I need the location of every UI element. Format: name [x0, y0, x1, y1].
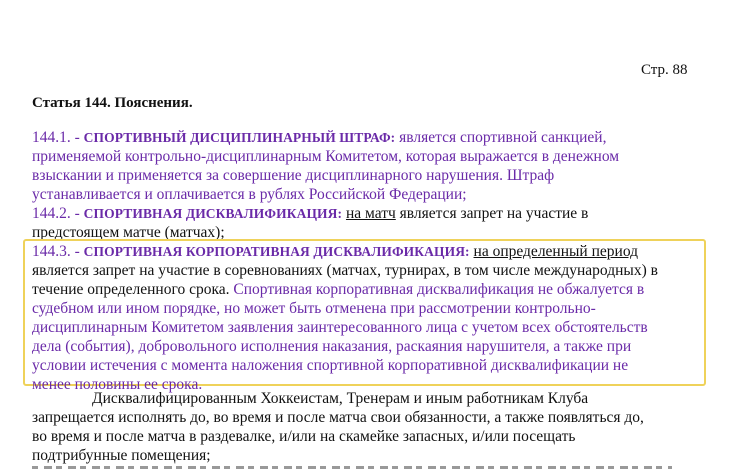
term-disqualification: СПОРТИВНАЯ ДИСКВАЛИФИКАЦИЯ:: [83, 206, 343, 221]
clause-text: запрещается исполнять до, во время и после матча свои обязанности, а также появляться до,: [32, 409, 644, 426]
clause-number: 144.3. -: [32, 243, 84, 260]
clause-text: дисциплинарным Комитетом заявления заинтересованного лица с учетом всех обстоятельств: [32, 319, 648, 336]
clause-text: подтрибунные помещения;: [32, 447, 211, 464]
term-sports-fine: СПОРТИВНЫЙ ДИСЦИПЛИНАРНЫЙ ШТРАФ:: [83, 130, 396, 145]
clause-text: является запрет на участие в: [395, 205, 589, 222]
cut-off-next-line: [32, 463, 672, 471]
paragraph-144-1: [32, 128, 692, 204]
clause-text: устанавливается и оплачивается в рублях Российской Федерации;: [32, 186, 467, 203]
paragraph-144-2: [32, 204, 692, 242]
clause-text: применяемой контрольно-дисциплинарным Комитетом, которая выражается в денежном: [32, 148, 620, 165]
term-corporate-disqualification: СПОРТИВНАЯ КОРПОРАТИВНАЯ ДИСКВАЛИФИКАЦИЯ:: [83, 244, 470, 259]
clause-text: Дисквалифицированным Хоккеистам, Тренерам и иным работникам Клуба: [92, 390, 589, 407]
clause-text: является запрет на участие в соревнованиях (матчах, турнирах, в том числе международных) в: [32, 262, 658, 279]
clause-text: условии истечения с момента наложения спортивной корпоративной дисквалификации не: [32, 357, 629, 374]
page-number: Стр. 88: [641, 62, 688, 78]
clause-number: 144.2. -: [32, 205, 84, 222]
clause-text: менее половины ее срока.: [32, 376, 203, 393]
clause-text: предстоящем матче (матчах);: [32, 224, 225, 241]
clause-text: во время и после матча в раздевалке, и/или на скамейке запасных, и/или посещать: [32, 428, 576, 445]
clause-number: 144.1. -: [32, 129, 84, 146]
article-heading: Статья 144. Пояснения.: [32, 95, 193, 111]
underlined-phrase: на определенный период: [473, 243, 639, 260]
clause-text: течение определенного срока.: [32, 281, 234, 298]
clause-text: судебном или ином порядке, но может быть отменена при рассмотрении контрольно-: [32, 300, 596, 317]
paragraph-144-3: [32, 242, 692, 394]
clause-text: Спортивная корпоративная дисквалификация не обжалуется в: [233, 281, 645, 298]
clause-text: взыскании и применяется за совершение дисциплинарного нарушения. Штраф: [32, 167, 555, 184]
clause-text: является спортивной санкцией,: [395, 129, 607, 146]
underlined-phrase: на матч: [345, 205, 396, 222]
paragraph-disqualified-rules: [32, 389, 692, 465]
clause-text: дела (события), добровольного исполнения наказания, раскаяния нарушителя, а также при: [32, 338, 632, 355]
